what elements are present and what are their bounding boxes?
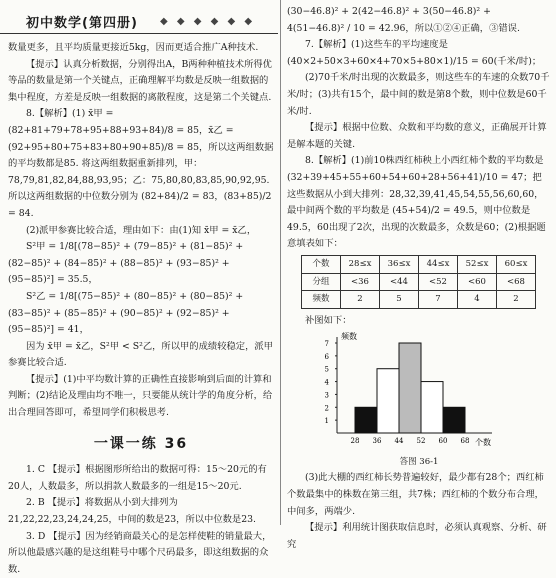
histogram-bar: [443, 408, 465, 434]
section-title: 一课一练 36: [93, 435, 189, 452]
solution-8: 8.【解析】(1)前10株西红柿秧上小西红柿个数的平均数是 (32+39+45+55+60+54+60+28+56+41)/10 = 47；把这些数据从小到大排列：28,32,39,41,45,54,55,56,60,60，最中间两个数的平均数是 (45+54)/2 = 49.5，则中位数是49.5，60出现了2次，出现的次数最多，众数是60；(2)根据题意填表如下：: [287, 155, 546, 250]
column-divider: [280, 0, 281, 525]
table-cell: <60: [458, 273, 497, 291]
paragraph: (3)此大棚的西红柿长势普遍较好，最少都有28个；西红柿个数最集中的株数在第三组，共7株；西红柿的个数分布合理，中间多，两端少.: [287, 472, 544, 517]
y-tick-label: 6: [324, 353, 329, 362]
x-tick-label: 36: [372, 437, 382, 446]
table-cell: 60≤x: [497, 255, 536, 273]
histogram-bar: [355, 408, 377, 434]
table-cell: <68: [497, 273, 536, 291]
y-tick-label: 3: [324, 391, 329, 400]
table-cell: 5: [380, 291, 419, 309]
table-cell: 2: [341, 291, 380, 309]
y-tick-label: 5: [324, 365, 329, 374]
paragraph: 因为 x̄甲 = x̄乙，S²甲 < S²乙，所以甲的成绩较稳定，派甲参赛比较合适.: [8, 340, 273, 369]
table-cell: 个数: [302, 255, 341, 273]
table-cell: 频数: [302, 291, 341, 309]
header-rule: [0, 33, 278, 34]
book-title: 初中数学(第四册): [26, 16, 138, 31]
table-cell: 2: [497, 291, 536, 309]
paragraph: (2)派甲参赛比较合适，理由如下：由(1)知 x̄甲 = x̄乙，: [26, 224, 257, 236]
table-cell: <44: [380, 273, 419, 291]
solution-7: 7.【解析】(1)这些车的平均速度是 (40×2+50×3+60×4+70×5+80×1)/15 = 60(千米/时)；: [287, 39, 542, 67]
variance-yi: S²乙 = 1/8[(75−85)² + (80−85)² + (80−85)² + (83−85)² + (85−85)² + (90−85)² + (92−85)² + (95−85)²] = 41，: [8, 290, 244, 336]
histogram-chart: [307, 329, 507, 449]
solution-8: 8.【解析】(1) x̄甲 = (82+81+79+78+95+88+93+84)/8 = 85，x̄乙 = (92+95+80+75+83+80+90+85)/8 = 85，所以这两组数据的平均数都是85. 将这两组数据重新排列，甲：78,79,81,82,84,88,93,95；乙：75,80,80,83,85,90,92,95. 所以这两组数据的中位数分别为 (82+84)/2 = 83，(83+85)/2 = 84.: [8, 108, 274, 219]
hint-paragraph: 【提示】认真分析数据，分别得出A，B两种种植技术所得优等品的数量是第一个关键点，正确理解平均数是反映一组数据的集中程度，方差是反映一组数据的离散程度，这是第二个关键点.: [8, 58, 272, 103]
x-tick-label: 68: [460, 437, 470, 446]
right-column: [287, 4, 551, 553]
figure-caption: 答图 36-1: [399, 456, 439, 467]
table-cell: 分组: [302, 273, 341, 291]
frequency-table: [301, 255, 536, 309]
formula-line: (30−46.8)² + 2(42−46.8)² + 3(50−46.8)² + 4(51−46.8)² / 10 = 42.96，所以①②④正确，③错误.: [287, 6, 520, 34]
y-tick-label: 1: [324, 417, 329, 426]
header-decoration: ◆ ◆ ◆ ◆ ◆ ◆: [160, 16, 256, 27]
histogram-bar: [399, 343, 421, 433]
x-tick-label: 44: [394, 437, 404, 446]
histogram-bar: [421, 382, 443, 433]
paragraph: 补图如下：: [305, 314, 352, 326]
paragraph: 数量更多，且平均质量更接近5kg，因而更适合推广A种技术.: [8, 42, 259, 53]
answer-1: 1. C 【提示】根据图形所给出的数据可得：15～20元的有20人，人数最多，所以捐款人数最多的一组是15～20元.: [8, 464, 267, 492]
table-cell: 7: [419, 291, 458, 309]
table-cell: <52: [419, 273, 458, 291]
answer-2: 2. B 【提示】将数据从小到大排列为21,22,22,23,24,24,25，中间的数是23，所以中位数是23.: [8, 497, 257, 526]
y-tick-label: 7: [324, 340, 329, 349]
x-tick-label: 60: [438, 437, 448, 446]
table-cell: 36≤x: [380, 255, 419, 273]
x-tick-label: 52: [416, 437, 426, 446]
y-tick-label: 2: [324, 404, 329, 413]
paragraph: (2)70千米/时出现的次数最多，则这些车的车速的众数70千米/时；(3)共有15个，最中间的数是第8个数，则中位数是60千米/时.: [287, 72, 550, 117]
x-tick-label: 28: [350, 437, 360, 446]
y-tick-label: 4: [324, 378, 329, 387]
answer-3: 3. D 【提示】因为经销商最关心的是怎样使鞋的销量最大，所以他最感兴趣的是这组鞋号中哪个尺码最多，即这组数据的众数.: [8, 530, 272, 575]
variance-jia: S²甲 = 1/8[(78−85)² + (79−85)² + (81−85)² + (82−85)² + (84−85)² + (88−85)² + (93−85)² + (95−85)²] = 35.5，: [8, 241, 244, 286]
table-cell: 44≤x: [419, 255, 458, 273]
y-axis-label: 频数: [341, 332, 357, 342]
table-cell: 28≤x: [341, 255, 380, 273]
table-cell: <36: [341, 273, 380, 291]
left-column: [8, 40, 274, 578]
hint-paragraph: 【提示】利用统计图获取信息时，必须认真观察、分析、研究: [287, 522, 547, 550]
table-cell: 52≤x: [458, 255, 497, 273]
table-cell: 4: [458, 291, 497, 309]
histogram-bar: [377, 369, 399, 433]
hint-paragraph: 【提示】根据中位数、众数和平均数的意义，正确展开计算是解本题的关键.: [287, 122, 547, 150]
hint-paragraph: 【提示】(1)中平均数计算的正确性直接影响到后面的计算和判断；(2)结论及理由均不唯一，只要能从统计学的角度分析，给出合理回答即可，希望同学们积极思考.: [8, 373, 273, 419]
x-axis-label: 个数: [475, 438, 491, 448]
